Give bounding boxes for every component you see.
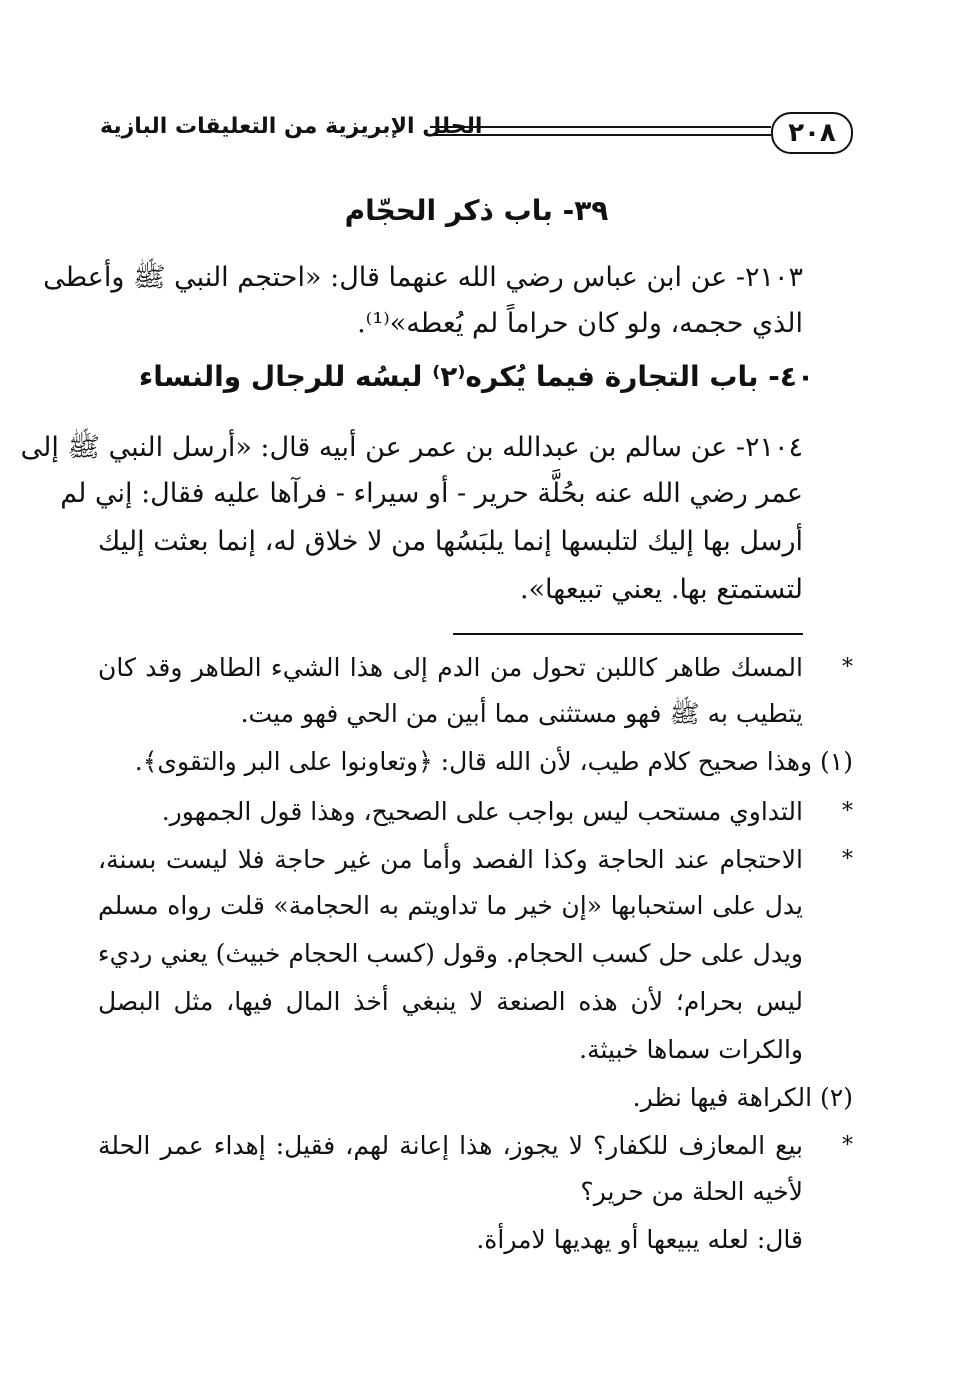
hadith-2104-line-3: أرسل بها إليك لتلبسها إنما يلبَسُها من لا خلاق له، إنما بعثت إليك [98, 526, 803, 557]
footnote-star-c: * [842, 847, 853, 872]
footnote-2: (٢) الكراهة فيها نظر. [632, 1083, 853, 1112]
footnote-b: التداوي مستحب ليس بواجب على الصحيح، وهذا قول الجمهور. [161, 797, 803, 826]
footnote-star-d: * [842, 1133, 853, 1158]
book-title: الحلل الإبريزية من التعليقات البازية [100, 114, 483, 139]
chapter-heading-40: ٤٠- باب التجارة فيما يُكره⁽٢⁾ لبسُه للرجال والنساء [138, 360, 815, 393]
footnote-c-line-2: يدل على استحبابها «إن خير ما تداويتم به الحجامة» قلت رواه مسلم [98, 891, 803, 920]
footnote-star-a: * [842, 655, 853, 680]
footnote-a-line-2: يتطيب به ﷺ فهو مستثنى مما أبين من الحي فهو ميت. [240, 699, 803, 728]
page-header [100, 112, 853, 156]
hadith-2104-line-1: ٢١٠٤- عن سالم بن عبدالله بن عمر عن أبيه قال: «أرسل النبي ﷺ إلى [20, 432, 803, 463]
footnote-c-line-1: الاحتجام عند الحاجة وكذا الفصد وأما من غير حاجة فلا ليست بسنة، [98, 845, 803, 874]
hadith-2103-line-1: ٢١٠٣- عن ابن عباس رضي الله عنهما قال: «احتجم النبي ﷺ وأعطى [43, 262, 803, 293]
footnote-a-line-1: المسك طاهر كاللبن تحول من الدم إلى هذا الشيء الطاهر وقد كان [98, 653, 803, 682]
footnote-separator [453, 633, 803, 635]
footnote-1: (١) وهذا صحيح كلام طيب، لأن الله قال: ﴿وتعاونوا على البر والتقوى﴾. [134, 747, 853, 776]
footnote-c-line-4: ليس بحرام؛ لأن هذه الصنعة لا ينبغي أخذ المال فيها، مثل البصل [98, 987, 803, 1016]
footnote-d-line-1: بيع المعازف للكفار؟ لا يجوز، هذا إعانة لهم، فقيل: إهداء عمر الحلة [98, 1131, 803, 1160]
footnote-star-b: * [842, 799, 853, 824]
footnote-d-line-2: لأخيه الحلة من حرير؟ [580, 1177, 803, 1206]
footnote-d-line-3: قال: لعله يبيعها أو يهديها لامرأة. [476, 1225, 803, 1254]
hadith-2104-line-4: لتستمتع بها. يعني تبيعها». [519, 574, 803, 605]
footnote-c-line-5: والكرات سماها خبيثة. [579, 1035, 803, 1064]
page-number: ٢٠٨ [771, 112, 853, 154]
chapter-heading-39: ٣٩- باب ذكر الحجّام [344, 194, 609, 227]
footnote-c-line-3: ويدل على حل كسب الحجام. وقول (كسب الحجام خبيث) يعني رديء [97, 939, 803, 968]
hadith-2103-line-2: الذي حجمه، ولو كان حراماً لم يُعطه»⁽¹⁾. [357, 308, 803, 339]
hadith-2104-line-2: عمر رضي الله عنه بحُلَّة حرير - أو سيراء - فرآها عليه فقال: إني لم [60, 478, 803, 509]
